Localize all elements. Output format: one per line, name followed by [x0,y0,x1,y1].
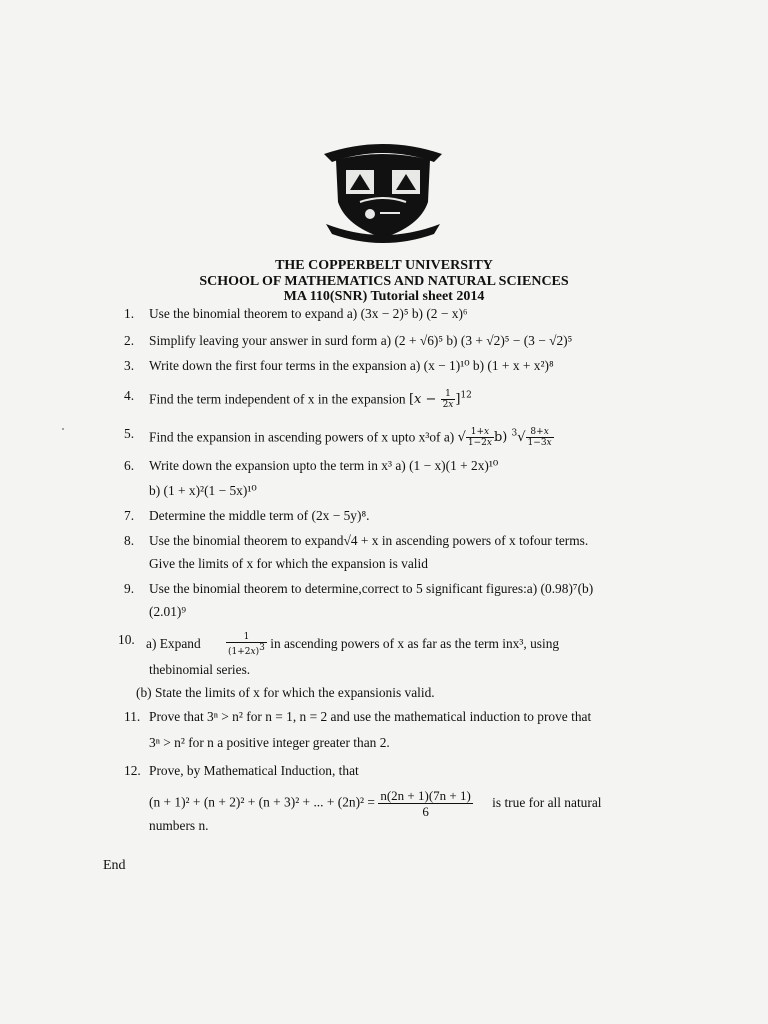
question-text-part-b: b) (1 + x)²(1 − 5x)¹⁰ [149,483,257,498]
question-12 [0,763,768,833]
question-text: Use the binomial theorem to expand√4 + x in ascending powers of x tofour terms. [149,533,589,548]
question-3 [0,358,768,376]
question-text: Use the binomial theorem to expand a) (3x − 2)⁵ b) (2 − x)⁶ [149,306,468,321]
question-text-cont: in ascending powers of x as far as the term inx³, using [270,636,560,651]
university-name: THE COPPERBELT UNIVERSITY [275,258,493,273]
question-text: Prove, by Mathematical Induction, that [149,763,359,778]
root-expression: √ $\frac{1+x}{1-2x}$ b) $^3$√ $\frac{8+x}{1-3x}$ [457,427,552,449]
question-text-wrap [149,388,472,410]
end-label: End [103,858,126,873]
question-text-wrap [149,426,554,448]
school-name: SCHOOL OF MATHEMATICS AND NATURAL SCIENCES [199,274,569,289]
question-text: a) Expand [146,636,201,651]
question-text: Find the expansion in ascending powers of x upto x³of a) [149,429,455,445]
question-11 [0,709,768,753]
question-text-line-3: (b) State the limits of x for which the expansionis valid. [136,685,435,700]
question-text: Use the binomial theorem to determine,correct to 5 significant figures:a) (0.98)⁷(b) [149,581,594,596]
question-7 [0,508,768,526]
question-number: 11. [124,709,141,724]
question-text-line-2: 3ⁿ > n² for n a positive integer greater than 2. [149,735,390,750]
question-10 [0,632,768,702]
question-text: Simplify leaving your answer in surd form a) (2 + √6)⁵ b) (3 + √2)⁵ − (3 − √2)⁵ [149,333,573,348]
question-8 [0,533,768,573]
question-number: 2. [124,333,135,348]
formula-denominator: 6 [422,804,429,819]
question-text: Determine the middle term of (2x − 5y)⁸. [149,508,370,523]
scan-speck [62,428,64,430]
question-5 [0,426,768,450]
formula-line [149,788,602,819]
question-text: Prove that 3ⁿ > n² for n = 1, n = 2 and use the mathematical induction to prove that [149,709,592,724]
question-text-line-3: numbers n. [149,818,209,833]
question-text-line-2: (2.01)⁹ [149,604,187,619]
question-6 [0,458,768,498]
formula-numerator: n(2n + 1)(7n + 1) [380,788,471,803]
question-4 [0,388,768,412]
question-text-line-2: thebinomial series. [149,662,251,677]
question-number: 8. [124,533,135,548]
question-1 [0,306,768,324]
bracket-expression: [x − $\frac{1}{2x}$ ]$^{12}$ [408,389,472,411]
question-number: 9. [124,581,135,596]
question-number: 10. [118,632,135,647]
question-text-line-2: Give the limits of x for which the expansion is valid [149,556,428,571]
question-text: Write down the first four terms in the expansion a) (x − 1)¹⁰ b) (1 + x + x²)⁸ [149,358,554,373]
question-number: 1. [124,306,135,321]
question-number: 12. [124,763,141,778]
question-text: Find the term independent of x in the expansion [149,391,406,407]
sheet-title: MA 110(SNR) Tutorial sheet 2014 [283,289,485,304]
fraction-expression: $\frac{1}{(1+2x)3}$ [228,632,265,657]
question-number: 3. [124,358,135,373]
question-number: 7. [124,508,135,523]
question-number: 4. [124,388,135,403]
question-text-wrap [146,632,559,657]
formula-lhs: (n + 1)² + (n + 2)² + (n + 3)² + ... + (2n)² = [149,794,375,810]
question-text: Write down the expansion upto the term in x³ a) (1 − x)(1 + 2x)¹⁰ [149,458,499,473]
university-crest-logo [322,140,444,250]
formula-fraction [378,788,472,819]
question-number: 5. [124,426,135,441]
question-number: 6. [124,458,135,473]
question-9 [0,581,768,621]
formula-rhs-text: is true for all natural [492,794,602,810]
question-2 [0,333,768,351]
